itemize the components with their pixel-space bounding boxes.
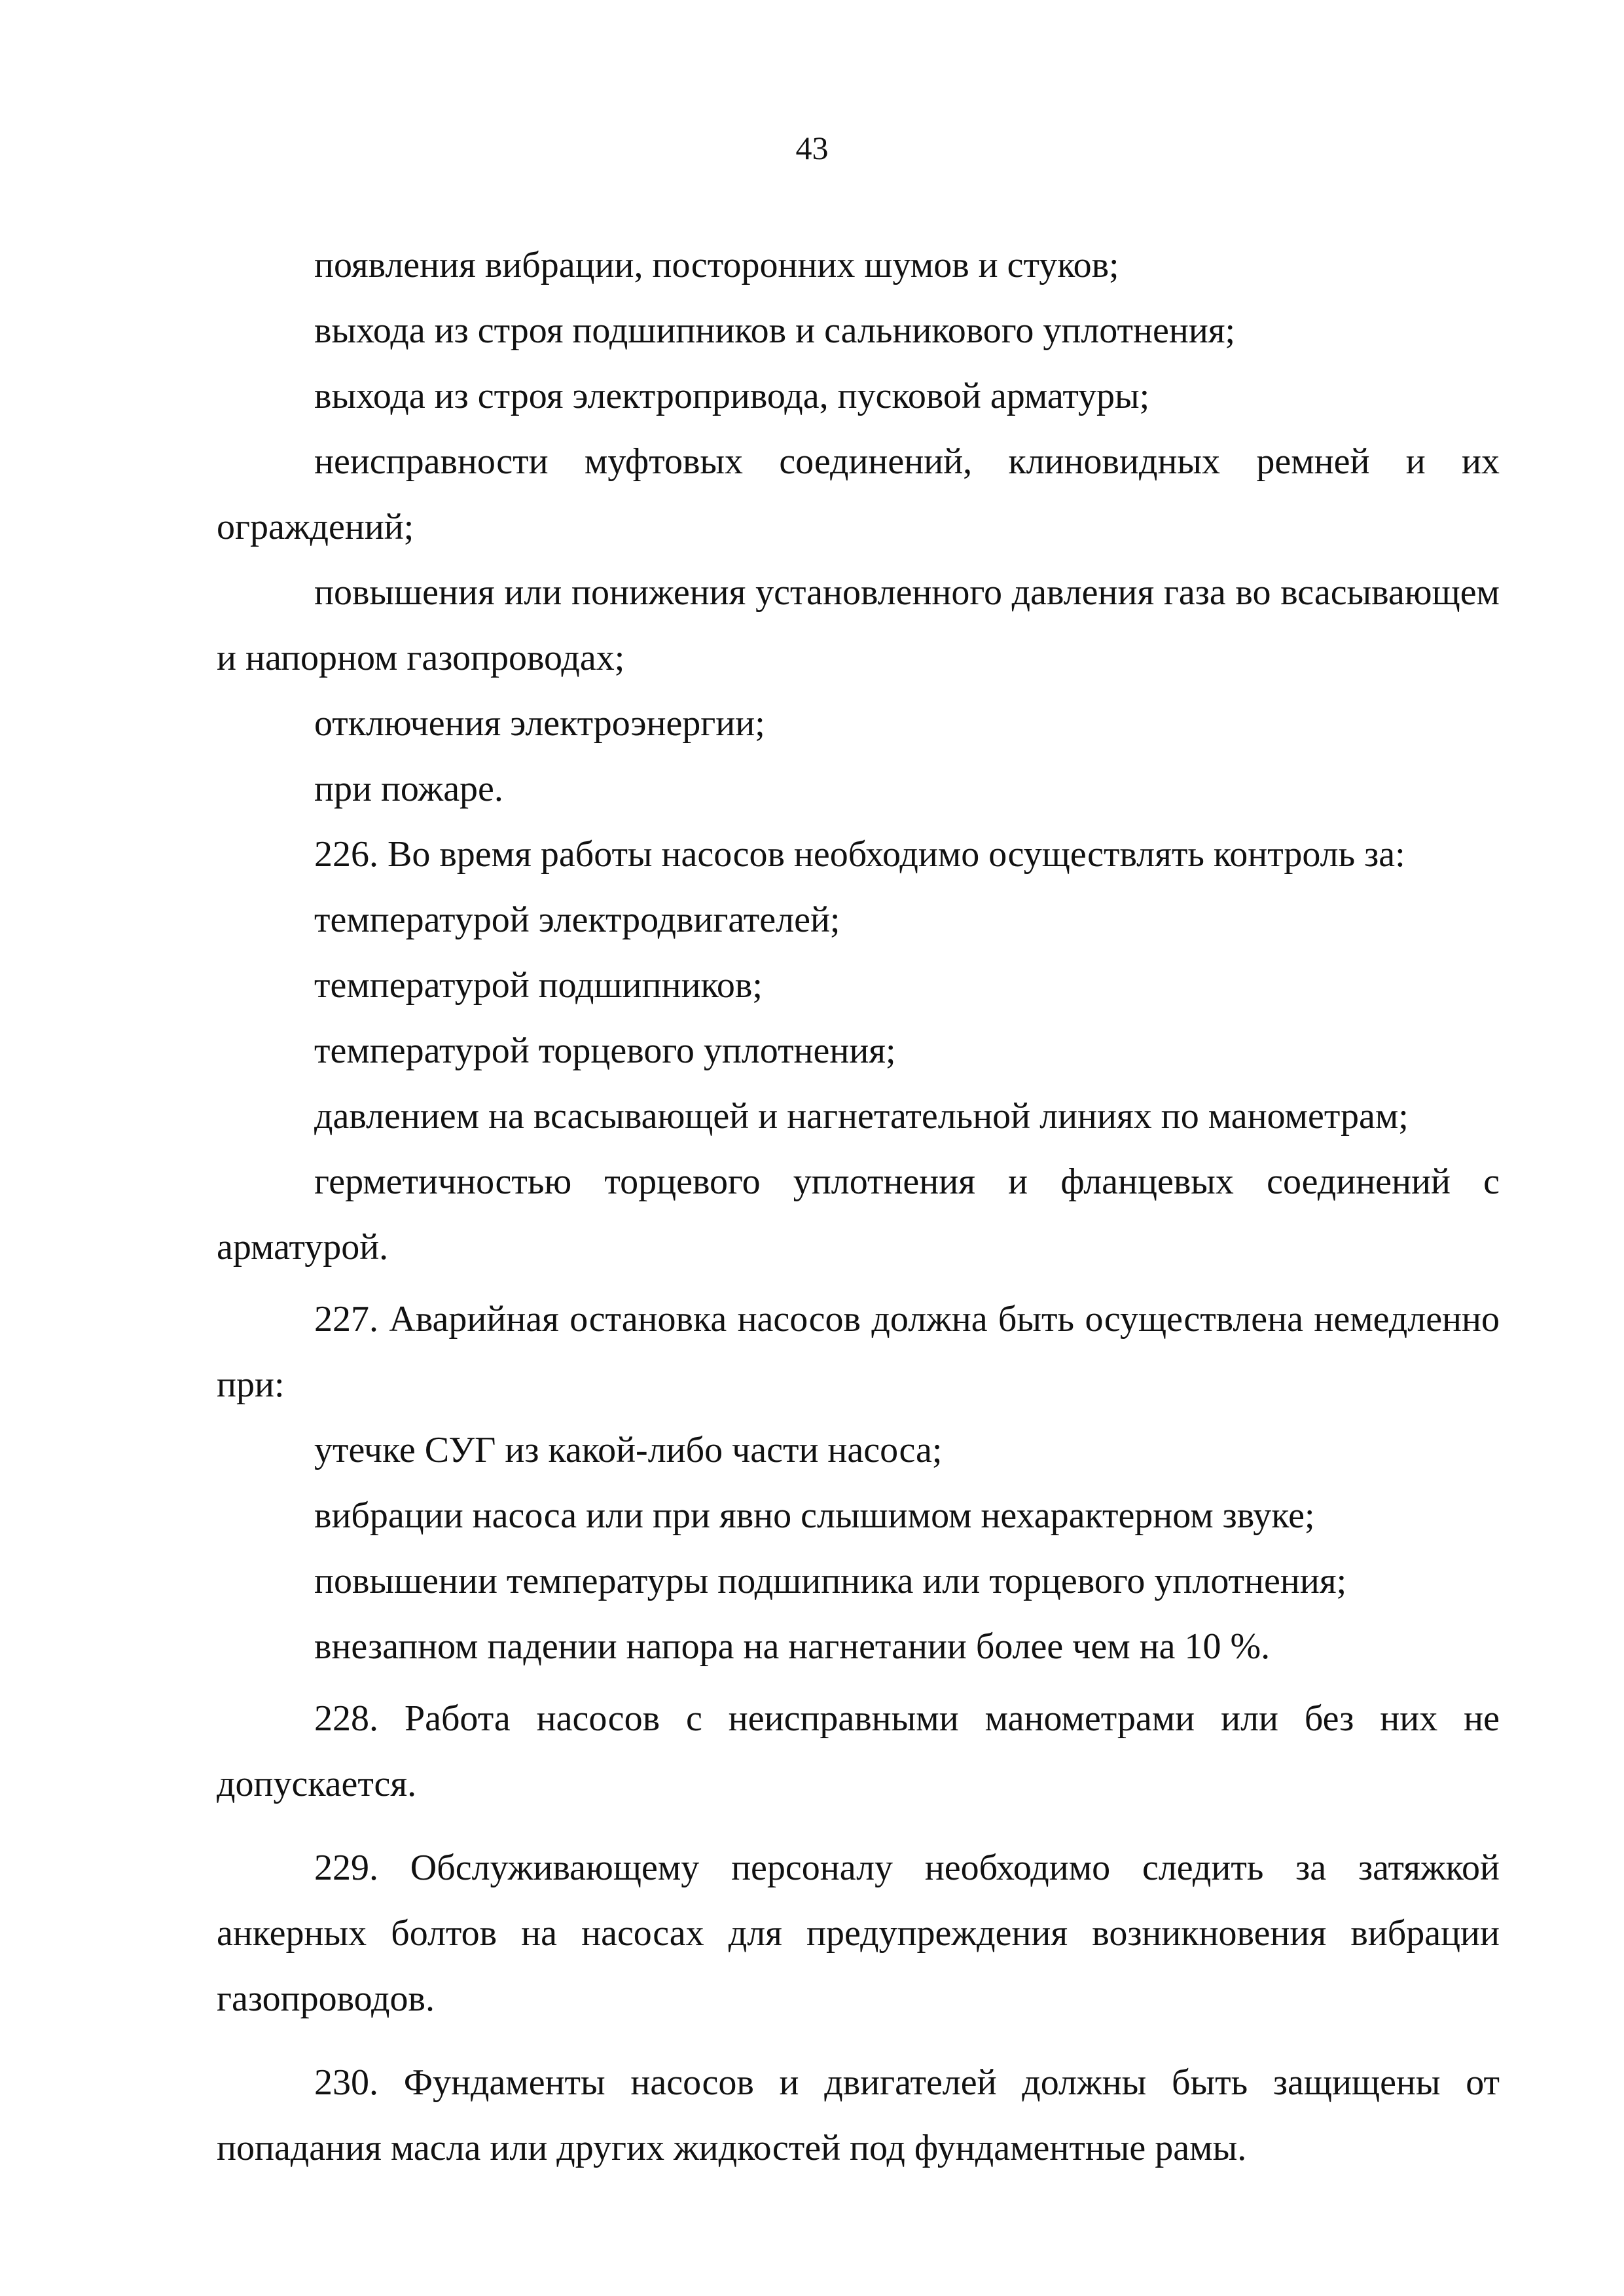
list-item-pump-vibration: вибрации насоса или при явно слышимом нехарактерном звуке; [314,1495,1315,1536]
clause-228: 228. Работа насосов с неисправными манометрами или без них не допускается. [217,1698,1500,1804]
list-item-head-drop: внезапном падении напора на нагнетании более чем на 10 %. [314,1626,1271,1667]
page-number: 43 [795,130,829,166]
clause-230: 230. Фундаменты насосов и двигателей должны быть защищены от попадания масла или других жидкостей под фундаментные рамы. [217,2062,1500,2168]
document-body [217,232,1500,2181]
list-item-motor-temperature: температурой электродвигателей; [314,900,840,940]
clause-227: 227. Аварийная остановка насосов должна быть осуществлена немедленно при: [217,1299,1500,1405]
list-item-electric-drive: выхода из строя электропривода, пусковой арматуры; [314,376,1150,416]
list-item-bearings: выхода из строя подшипников и сальникового уплотнения; [314,310,1236,351]
list-item-pressure: повышения или понижения установленного давления газа во всасывающем и напорном газопроводах; [217,572,1500,678]
clause-226: 226. Во время работы насосов необходимо осуществлять контроль за: [314,834,1405,875]
list-item-bearing-temperature: температурой подшипников; [314,965,763,1006]
list-item-power-off: отключения электроэнергии; [314,703,765,744]
list-item-temperature-rise: повышении температуры подшипника или торцевого уплотнения; [314,1561,1347,1601]
list-item-vibration: появления вибрации, посторонних шумов и стуков; [314,245,1119,285]
list-item-seal-temperature: температурой торцевого уплотнения; [314,1030,896,1071]
list-item-line-pressure: давлением на всасывающей и нагнетательной линиях по манометрам; [314,1096,1409,1137]
list-item-tightness: герметичностью торцевого уплотнения и фланцевых соединений с арматурой. [217,1161,1500,1267]
list-item-couplings: неисправности муфтовых соединений, клиновидных ремней и их ограждений; [217,441,1500,547]
list-item-fire: при пожаре. [314,769,503,809]
list-item-leak: утечке СУГ из какой-либо части насоса; [314,1430,943,1470]
clause-229: 229. Обслуживающему персоналу необходимо следить за затяжкой анкерных болтов на насосах для предупреждения возникновения вибрации газопроводов. [217,1848,1500,2019]
